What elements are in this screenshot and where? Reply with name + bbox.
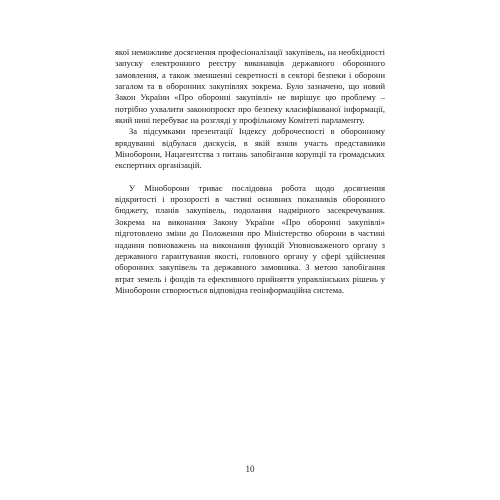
- paragraph-1: якої неможливе досягнення професіоналізації закупівель, на необхідності запуску електронного реєстру виконавців державного оборонного замовлення, а також зменшенні секретності в секторі безпеки і оборони загалом та в оборонних закупівлях зокрема. Було зазначено, що новий Закон України «Про оборонні закупівлі» не вирішує цю проблему – потрібно ухвалити законопроєкт про безпеку класифікованої інформації, який нині перебуває на розгляді у профільному Комітеті парламенту.: [115, 47, 385, 126]
- body-text: [115, 47, 385, 296]
- paragraph-3: У Міноборони триває послідовна робота щодо досягнення відкритості і прозорості в частині основних показників оборонного бюджету, планів закупівель, подолання надмірного засекречування. Зокрема на виконання Закону України «Про оборонні закупівлі» підготовлено зміни до Положення про Міністерство оборони в частині надання повноважень на виконання функцій Уповноваженого органу з державного гарантування якості, головного органу у сфері здійснення оборонних закупівель та державного замовника. З метою запобігання втрат земель і фондів та ефективного прийняття управлінських рішень у Міноборони створюється відповідна геоінформаційна система.: [115, 182, 385, 295]
- page-number: 10: [245, 464, 255, 474]
- paragraph-2: За підсумками презентації Індексу доброчесності в оборонному врядуванні відбулася дискусія, в якій взяли участь представники Міноборони, Нацагентства з питань запобігання корупції та громадських експертних організацій.: [115, 126, 385, 171]
